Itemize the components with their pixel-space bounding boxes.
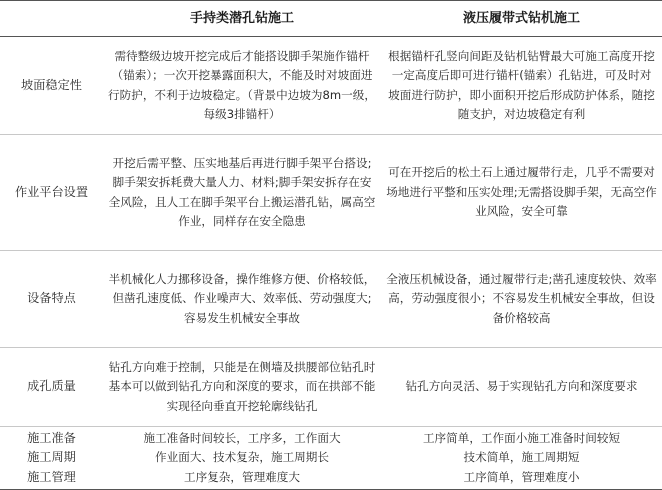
header-cell-hydraulic-crawler-drill: 液压履带式钻机施工 xyxy=(462,10,580,26)
row-cell-hydraulic-group xyxy=(381,427,662,489)
row-cell-hydraulic-management: 工序简单，管理难度小 xyxy=(463,469,580,484)
row-label: 设备特点 xyxy=(27,291,76,306)
row-cell-handheld: 半机械化人力挪移设备，操作维修方便、价格较低，但凿孔速度低、作业噪声大、效率低、劳动强度大;容易发生机械安全事故 xyxy=(108,271,376,325)
row-cell-hydraulic: 根据锚杆孔竖向间距及钻机钻臂最大可施工高度开挖一定高度后即可进行锚杆(锚索）孔钻进，可及时对坡面进行防护，即小面积开挖后形成防护体系，随挖随支护，对边坡稳定有利 xyxy=(388,48,655,121)
table-row xyxy=(0,427,662,489)
row-cell-handheld-preparation: 施工准备时间较长，工序多，工作面大 xyxy=(143,430,341,445)
row-cell-handheld-period: 作业面大、技术复杂，施工周期长 xyxy=(155,450,329,465)
row-cell-hydraulic-period: 技术简单，施工周期短 xyxy=(463,450,580,465)
table-row xyxy=(0,37,662,135)
row-label-preparation: 施工准备 xyxy=(27,430,76,445)
row-cell-hydraulic: 全液压机械设备，通过履带行走;凿孔速度较快、效率高，劳动强度很小；不容易发生机械安全事故，但设备价格较高 xyxy=(386,271,657,325)
row-cell-handheld: 需待整级边坡开挖完成后才能搭设脚手架施作锚杆（锚索）；一次开挖暴露面积大，不能及时对坡面进行防护，不利于边坡稳定。（背景中边坡为8m一级，每级3排锚杆） xyxy=(108,48,376,121)
row-label-management: 施工管理 xyxy=(27,469,76,484)
table-header-row xyxy=(0,1,662,37)
row-label: 成孔质量 xyxy=(27,379,76,394)
row-label-group xyxy=(0,427,103,489)
row-cell-handheld-management: 工序复杂，管理难度大 xyxy=(184,469,300,484)
table-row xyxy=(0,135,662,251)
table-row xyxy=(0,348,662,427)
row-label-period: 施工周期 xyxy=(27,450,76,465)
row-cell-hydraulic: 可在开挖后的松土石上通过履带行走，几乎不需要对场地进行平整和压实处理;无需搭设脚手架，无高空作业风险，安全可靠 xyxy=(386,165,657,219)
row-cell-handheld: 开挖后需平整、压实地基后再进行脚手架平台搭设;脚手架安拆耗费大量人力、材料;脚手架安拆存在安全风险，且人工在脚手架平台上搬运潜孔钻，属高空作业，同样存在安全隐患 xyxy=(108,155,376,228)
row-cell-hydraulic-preparation: 工序简单，工作面小施工准备时间较短 xyxy=(422,430,621,445)
row-label: 作业平台设置 xyxy=(14,184,89,199)
row-cell-handheld: 钻孔方向难于控制，只能是在侧墙及拱腰部位钻孔时基本可以做到钻孔方向和深度的要求，而在拱部不能实现径向垂直开挖轮廓线钻孔 xyxy=(108,359,376,413)
header-cell-handheld-drill: 手持类潜孔钻施工 xyxy=(189,10,294,26)
row-cell-hydraulic: 钻孔方向灵活、易于实现钻孔方向和深度要求 xyxy=(405,379,638,394)
row-cell-handheld-group xyxy=(103,427,381,489)
table-row xyxy=(0,251,662,348)
header-cell-item xyxy=(0,1,103,36)
row-label: 坡面稳定性 xyxy=(21,77,82,92)
